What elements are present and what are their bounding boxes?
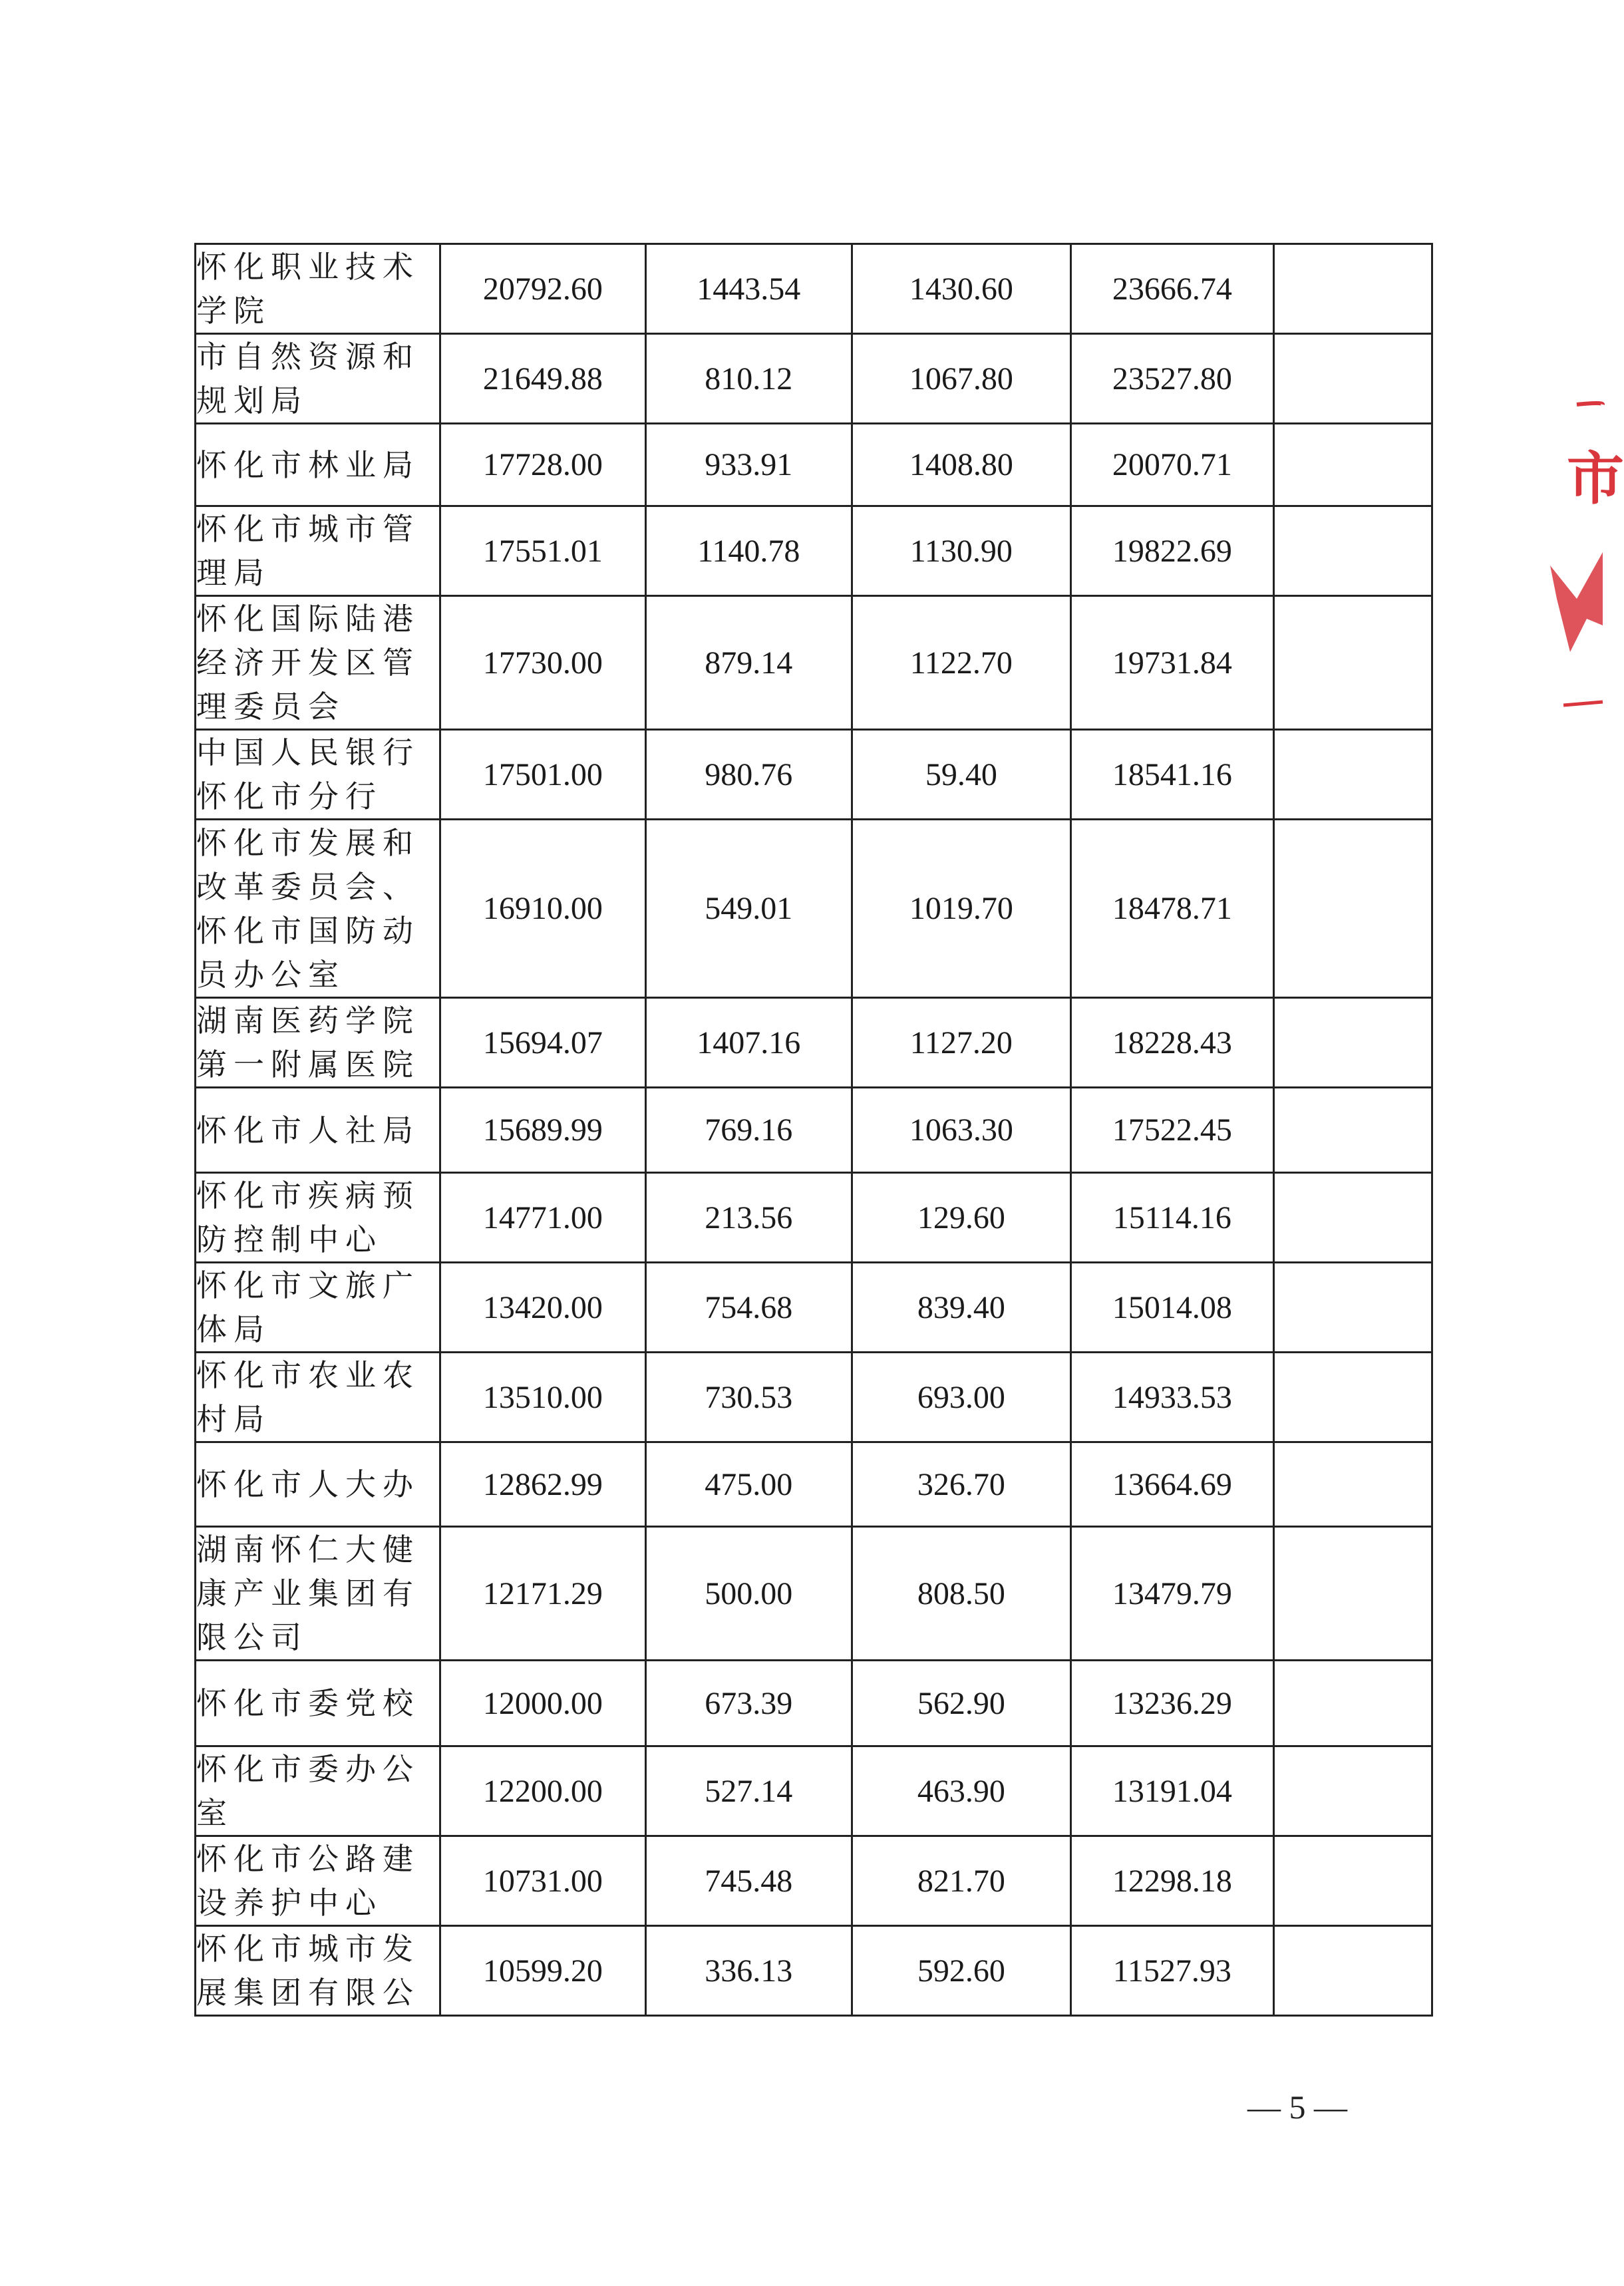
cell-value-1: 12000.00 xyxy=(440,1661,645,1746)
table-row xyxy=(196,334,1432,424)
table-row xyxy=(196,1442,1432,1527)
cell-value-4: 18541.16 xyxy=(1071,730,1273,820)
cell-value-5 xyxy=(1273,1527,1432,1661)
cell-value-2: 810.12 xyxy=(646,334,852,424)
cell-unit-name: 怀化市委办公室 xyxy=(196,1746,440,1836)
cell-value-1: 17501.00 xyxy=(440,730,645,820)
cell-value-4: 11527.93 xyxy=(1071,1926,1273,2016)
cell-unit-name: 怀化市疾病预防控制中心 xyxy=(196,1173,440,1263)
cell-value-2: 1407.16 xyxy=(646,998,852,1088)
cell-unit-name: 怀化市委党校 xyxy=(196,1661,440,1746)
cell-value-5 xyxy=(1273,998,1432,1088)
cell-unit-name: 怀化市城市发展集团有限公 xyxy=(196,1926,440,2016)
cell-value-5 xyxy=(1273,1746,1432,1836)
cell-value-1: 12862.99 xyxy=(440,1442,645,1527)
cell-value-3: 562.90 xyxy=(852,1661,1071,1746)
cell-unit-name: 怀化市林业局 xyxy=(196,424,440,506)
cell-value-4: 14933.53 xyxy=(1071,1353,1273,1442)
cell-value-5 xyxy=(1273,730,1432,820)
cell-value-5 xyxy=(1273,1353,1432,1442)
cell-value-5 xyxy=(1273,1442,1432,1527)
cell-value-3: 1430.60 xyxy=(852,244,1071,334)
cell-value-2: 933.91 xyxy=(646,424,852,506)
table-row xyxy=(196,506,1432,596)
cell-value-4: 19731.84 xyxy=(1071,596,1273,730)
cell-value-1: 13510.00 xyxy=(440,1353,645,1442)
cell-unit-name: 怀化市农业农村局 xyxy=(196,1353,440,1442)
cell-value-3: 821.70 xyxy=(852,1836,1071,1926)
table-row xyxy=(196,1527,1432,1661)
cell-value-1: 15689.99 xyxy=(440,1088,645,1173)
cell-value-1: 10731.00 xyxy=(440,1836,645,1926)
cell-value-4: 15014.08 xyxy=(1071,1263,1273,1353)
table-row xyxy=(196,1661,1432,1746)
cell-value-5 xyxy=(1273,1661,1432,1746)
cell-value-2: 745.48 xyxy=(646,1836,852,1926)
cell-value-1: 17730.00 xyxy=(440,596,645,730)
cell-value-3: 1063.30 xyxy=(852,1088,1071,1173)
cell-value-3: 1067.80 xyxy=(852,334,1071,424)
cell-value-5 xyxy=(1273,244,1432,334)
cell-value-5 xyxy=(1273,1088,1432,1173)
cell-value-4: 13191.04 xyxy=(1071,1746,1273,1836)
cell-value-4: 13479.79 xyxy=(1071,1527,1273,1661)
cell-unit-name: 市自然资源和规划局 xyxy=(196,334,440,424)
cell-value-2: 213.56 xyxy=(646,1173,852,1263)
cell-value-5 xyxy=(1273,424,1432,506)
cell-value-2: 879.14 xyxy=(646,596,852,730)
cell-value-2: 549.01 xyxy=(646,820,852,998)
cell-unit-name: 湖南怀仁大健康产业集团有限公司 xyxy=(196,1527,440,1661)
cell-value-1: 13420.00 xyxy=(440,1263,645,1353)
cell-value-3: 839.40 xyxy=(852,1263,1071,1353)
cell-unit-name: 怀化市人社局 xyxy=(196,1088,440,1173)
table-row xyxy=(196,1173,1432,1263)
cell-value-2: 475.00 xyxy=(646,1442,852,1527)
cell-value-2: 769.16 xyxy=(646,1088,852,1173)
table-row xyxy=(196,1746,1432,1836)
table-row xyxy=(196,244,1432,334)
table-row xyxy=(196,596,1432,730)
cell-value-5 xyxy=(1273,334,1432,424)
cell-value-3: 326.70 xyxy=(852,1442,1071,1527)
table-row xyxy=(196,1353,1432,1442)
table-row xyxy=(196,998,1432,1088)
cell-value-2: 754.68 xyxy=(646,1263,852,1353)
cell-value-3: 463.90 xyxy=(852,1746,1071,1836)
cell-value-4: 20070.71 xyxy=(1071,424,1273,506)
cell-unit-name: 怀化市文旅广体局 xyxy=(196,1263,440,1353)
cell-value-1: 15694.07 xyxy=(440,998,645,1088)
table-row xyxy=(196,730,1432,820)
table-row xyxy=(196,1836,1432,1926)
table-row xyxy=(196,424,1432,506)
cell-value-5 xyxy=(1273,1836,1432,1926)
table-row xyxy=(196,820,1432,998)
cell-value-1: 17728.00 xyxy=(440,424,645,506)
cell-unit-name: 怀化职业技术学院 xyxy=(196,244,440,334)
cell-value-3: 1408.80 xyxy=(852,424,1071,506)
cell-unit-name: 怀化市城市管理局 xyxy=(196,506,440,596)
cell-value-3: 1127.20 xyxy=(852,998,1071,1088)
cell-value-2: 1443.54 xyxy=(646,244,852,334)
cell-value-2: 500.00 xyxy=(646,1527,852,1661)
cell-unit-name: 怀化市公路建设养护中心 xyxy=(196,1836,440,1926)
cell-value-1: 12171.29 xyxy=(440,1527,645,1661)
cell-value-2: 336.13 xyxy=(646,1926,852,2016)
cell-value-4: 19822.69 xyxy=(1071,506,1273,596)
cell-value-2: 673.39 xyxy=(646,1661,852,1746)
cell-value-4: 23666.74 xyxy=(1071,244,1273,334)
cell-value-3: 1019.70 xyxy=(852,820,1071,998)
cell-value-2: 1140.78 xyxy=(646,506,852,596)
cell-value-1: 16910.00 xyxy=(440,820,645,998)
page-number: — 5 — xyxy=(1247,2088,1347,2126)
cell-value-1: 20792.60 xyxy=(440,244,645,334)
cell-value-5 xyxy=(1273,506,1432,596)
cell-value-5 xyxy=(1273,820,1432,998)
cell-value-3: 592.60 xyxy=(852,1926,1071,2016)
cell-value-4: 23527.80 xyxy=(1071,334,1273,424)
cell-value-4: 15114.16 xyxy=(1071,1173,1273,1263)
cell-value-1: 17551.01 xyxy=(440,506,645,596)
cell-value-5 xyxy=(1273,596,1432,730)
cell-value-2: 527.14 xyxy=(646,1746,852,1836)
cell-value-4: 18228.43 xyxy=(1071,998,1273,1088)
cell-value-3: 59.40 xyxy=(852,730,1071,820)
table-row xyxy=(196,1926,1432,2016)
cell-value-1: 21649.88 xyxy=(440,334,645,424)
cell-value-3: 1122.70 xyxy=(852,596,1071,730)
data-table xyxy=(194,243,1433,2017)
cell-value-4: 12298.18 xyxy=(1071,1836,1273,1926)
cell-value-4: 18478.71 xyxy=(1071,820,1273,998)
cell-unit-name: 怀化市人大办 xyxy=(196,1442,440,1527)
table-row xyxy=(196,1088,1432,1173)
table-row xyxy=(196,1263,1432,1353)
cell-unit-name: 中国人民银行怀化市分行 xyxy=(196,730,440,820)
cell-value-3: 129.60 xyxy=(852,1173,1071,1263)
cell-unit-name: 怀化市发展和改革委员会、怀化市国防动员办公室 xyxy=(196,820,440,998)
red-seal-stamp xyxy=(1550,399,1624,772)
cell-value-4: 13236.29 xyxy=(1071,1661,1273,1746)
cell-unit-name: 湖南医药学院第一附属医院 xyxy=(196,998,440,1088)
table-body xyxy=(196,244,1432,2016)
cell-value-3: 693.00 xyxy=(852,1353,1071,1442)
cell-value-1: 12200.00 xyxy=(440,1746,645,1836)
cell-value-1: 14771.00 xyxy=(440,1173,645,1263)
cell-value-3: 808.50 xyxy=(852,1527,1071,1661)
cell-value-5 xyxy=(1273,1926,1432,2016)
cell-value-1: 10599.20 xyxy=(440,1926,645,2016)
cell-value-5 xyxy=(1273,1263,1432,1353)
cell-value-3: 1130.90 xyxy=(852,506,1071,596)
cell-unit-name: 怀化国际陆港经济开发区管理委员会 xyxy=(196,596,440,730)
cell-value-2: 730.53 xyxy=(646,1353,852,1442)
cell-value-2: 980.76 xyxy=(646,730,852,820)
cell-value-5 xyxy=(1273,1173,1432,1263)
cell-value-4: 17522.45 xyxy=(1071,1088,1273,1173)
seal-character: 市 xyxy=(1567,446,1624,512)
cell-value-4: 13664.69 xyxy=(1071,1442,1273,1527)
